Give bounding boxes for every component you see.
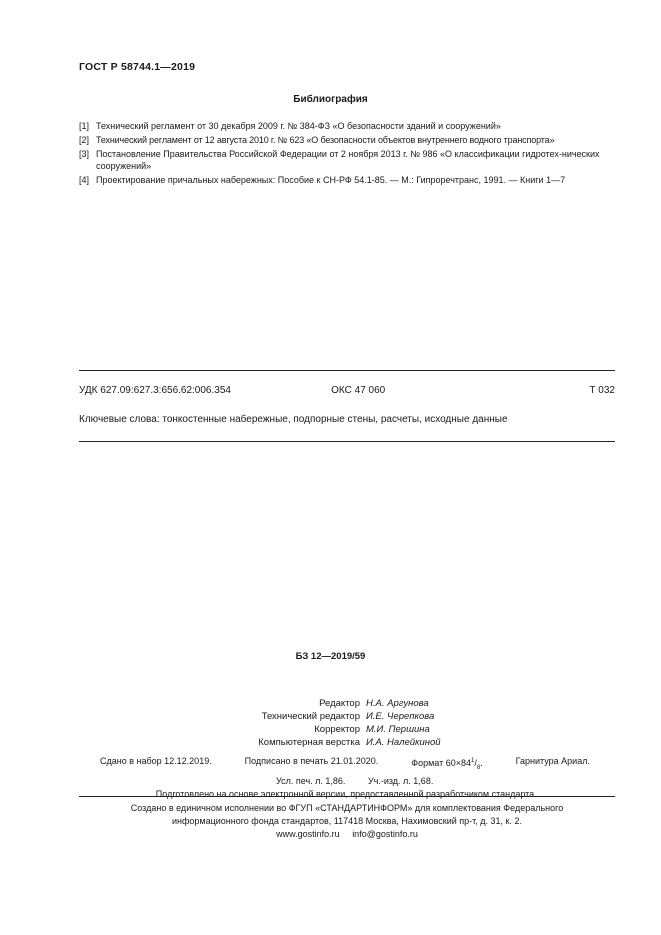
entry-text: Технический регламент от 30 декабря 2009 г. № 384-ФЗ «О безопасности зданий и сооружений» <box>96 121 501 131</box>
email-link[interactable]: info@gostinfo.ru <box>352 829 418 840</box>
entry-text: Проектирование причальных набережных: Пособие к СН-РФ 54.1-85. — М.: Гипроречтранс, 1991. — Книги 1—7 <box>96 174 566 185</box>
keywords: Ключевые слова: тонкостенные набережные, подпорные стены, расчеты, исходные данные <box>79 414 508 425</box>
entry-text: Технический регламент от 12 августа 2010 г. № 623 «О безопасности объектов внутреннего водного транспорта» <box>96 135 555 145</box>
bibliography-list <box>79 121 615 189</box>
prepared-note: Подготовлено на основе электронной версии, предоставленной разработчиком стандарта <box>155 788 535 799</box>
signed-date: Подписано в печать 21.01.2020. <box>244 756 379 766</box>
classification-row <box>79 385 615 396</box>
print-sheets: Усл. печ. л. 1,86. <box>276 775 346 786</box>
standard-id: ГОСТ Р 58744.1—2019 <box>79 61 196 73</box>
t-code: Т 032 <box>589 385 615 396</box>
staff-row <box>0 697 661 710</box>
staff-row <box>0 710 661 723</box>
entry-text: Постановление Правительства Российской Федерации от 2 ноября 2013 г. № 986 «О классификации гидротех-нических сооружений» <box>96 149 600 171</box>
bz-number: БЗ 12—2019/59 <box>295 651 366 662</box>
staff-role: Редактор <box>319 698 360 709</box>
divider-top <box>79 370 615 371</box>
footer-contacts <box>79 828 615 841</box>
entry-number: [3] <box>79 149 90 159</box>
entry-number: [4] <box>79 174 90 185</box>
editorial-staff <box>0 697 661 749</box>
bibliography-entry <box>79 175 615 187</box>
staff-role: Корректор <box>314 724 360 735</box>
bibliography-entry <box>79 121 615 133</box>
website-link[interactable]: www.gostinfo.ru <box>276 829 340 840</box>
entry-number: [2] <box>79 135 90 145</box>
staff-person: И.Е. Черепкова <box>366 711 435 722</box>
staff-role: Технический редактор <box>261 711 360 722</box>
footer <box>79 802 615 842</box>
staff-row <box>0 736 661 749</box>
entry-number: [1] <box>79 121 90 131</box>
bibliography-entry <box>79 149 615 172</box>
edit-sheets: Уч.-изд. л. 1,68. <box>367 775 434 786</box>
publication-info <box>100 755 590 801</box>
divider-footer <box>79 796 615 797</box>
staff-row <box>0 723 661 736</box>
footer-line: Создано в единичном исполнении во ФГУП «СТАНДАРТИНФОРМ» для комплектования Федерального <box>130 803 564 813</box>
oks-code: ОКС 47 060 <box>331 385 386 396</box>
paper-format: Формат $60\times 84^1/_8$. <box>411 758 483 771</box>
staff-person: М.И. Першина <box>366 724 430 735</box>
font-info: Гарнитура Ариал. <box>515 756 590 766</box>
footer-line: информационного фонда стандартов, 117418 Москва, Нахимовский пр-т, д. 31, к. 2. <box>171 816 523 827</box>
bibliography-entry <box>79 135 615 147</box>
publication-row <box>100 755 590 775</box>
typeset-date: Сдано в набор 12.12.2019. <box>100 756 212 766</box>
staff-role: Компьютерная верстка <box>258 737 360 748</box>
divider-bottom <box>79 441 615 442</box>
staff-person: И.А. Налейкиной <box>366 737 441 748</box>
bibliography-title: Библиография <box>293 94 368 105</box>
staff-person: Н.А. Аргунова <box>366 698 429 709</box>
publication-row <box>100 775 590 788</box>
udk-code: УДК 627.09:627.3:656.62:006.354 <box>79 385 231 396</box>
